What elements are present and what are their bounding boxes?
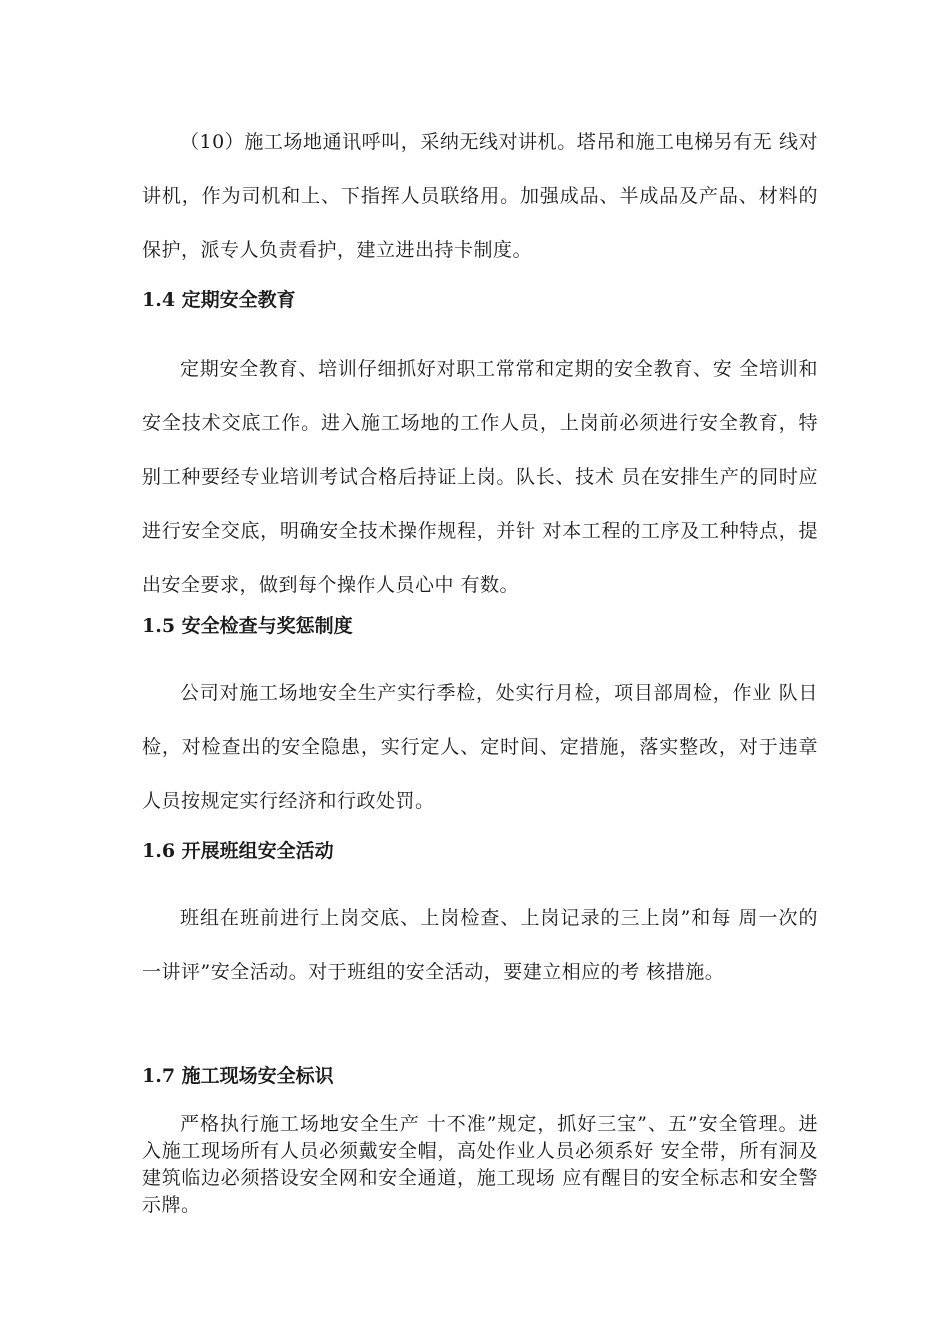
paragraph-team-activity: 班组在班前进行上岗交底、上岗检查、上岗记录的三上岗”和每 周一次的一讲评”安全活动。对于班组的安全活动，要建立相应的考 核措施。	[142, 907, 818, 983]
heading-site-signage: 1.7 施工现场安全标识	[142, 1065, 334, 1087]
paragraph-site-signage: 严格执行施工场地安全生产 十不准”规定，抓好三宝”、五”安全管理。进入施工现场所有人员必须戴安全帽，高处作业人员必须系好 安全带，所有洞及建筑临边必须搭设安全网和安全通道，施工现场 应有醒目的安全标志和安全警示牌。	[142, 1113, 818, 1216]
heading-inspection: 1.5 安全检查与奖惩制度	[142, 615, 353, 637]
heading-safety-education: 1.4 定期安全教育	[142, 289, 296, 311]
heading-team-activity: 1.6 开展班组安全活动	[142, 840, 334, 862]
paragraph-communication: （10）施工场地通讯呼叫，采纳无线对讲机。塔吊和施工电梯另有无 线对讲机，作为司机和上、下指挥人员联络用。加强成品、半成品及产品、材料的保护，派专人负责看护，建立进出持卡制度。	[142, 131, 818, 261]
paragraph-safety-education: 定期安全教育、培训仔细抓好对职工常常和定期的安全教育、安 全培训和安全技术交底工作。进入施工场地的工作人员，上岗前必须进行安全教育，特别工种要经专业培训考试合格后持证上岗。队长、技术 员在安排生产的同时应进行安全交底，明确安全技术操作规程，并针 对本工程的工序及工种特点，提出安全要求，做到每个操作人员心中 有数。	[142, 358, 818, 596]
paragraph-inspection: 公司对施工场地安全生产实行季检，处实行月检，项目部周检，作业 队日检，对检查出的安全隐患，实行定人、定时间、定措施，落实整改，对于违章人员按规定实行经济和行政处罚。	[142, 682, 818, 812]
